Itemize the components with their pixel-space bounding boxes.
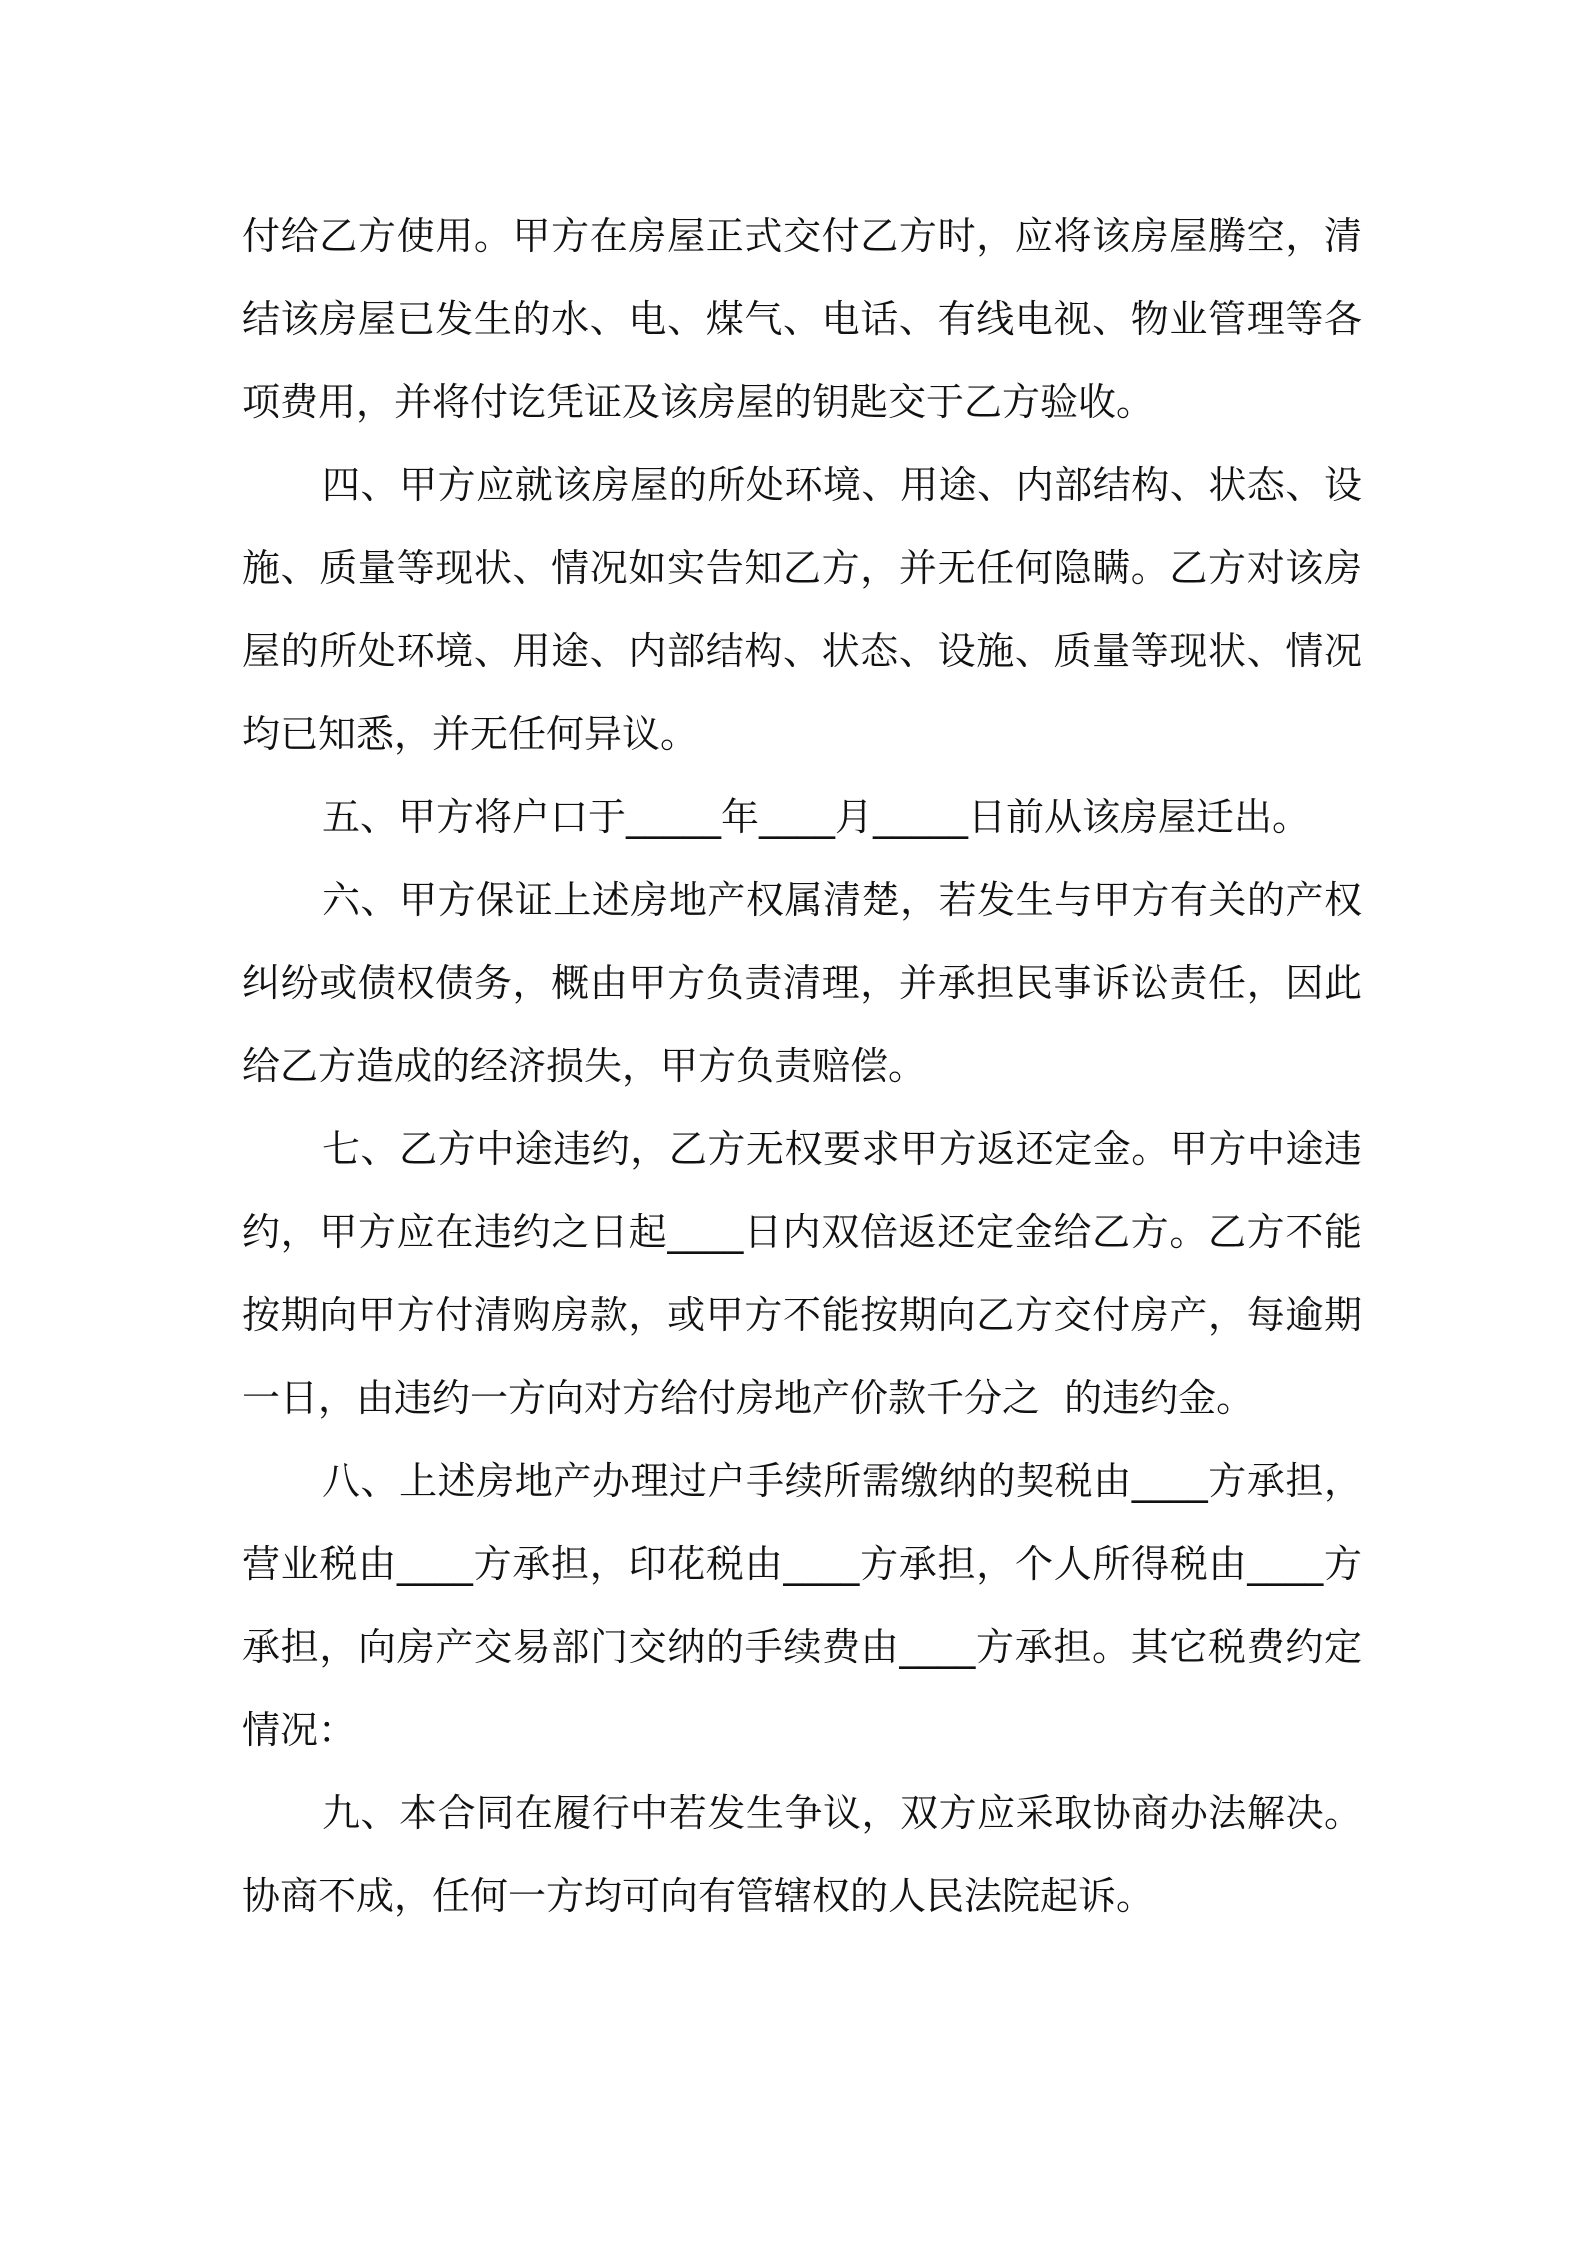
clause-4-paragraph: 四、甲方应就该房屋的所处环境、用途、内部结构、状态、设施、质量等现状、情况如实告知乙方，并无任何隐瞒。乙方对该房屋的所处环境、用途、内部结构、状态、设施、质量等现状、情况均已知悉，并无任何异议。	[242, 463, 1362, 756]
clause-5-paragraph: 五、甲方将户口于_____年____月_____日前从该房屋迁出。	[322, 795, 1311, 839]
clause-6-paragraph: 六、甲方保证上述房地产权属清楚，若发生与甲方有关的产权纠纷或债权债务，概由甲方负责清理，并承担民事诉讼责任，因此给乙方造成的经济损失，甲方负责赔偿。	[242, 878, 1362, 1088]
contract-body	[242, 195, 1362, 1938]
clause-9-paragraph: 九、本合同在履行中若发生争议，双方应采取协商办法解决。协商不成，任何一方均可向有管辖权的人民法院起诉。	[242, 1791, 1362, 1918]
paragraph-continued: 付给乙方使用。甲方在房屋正式交付乙方时，应将该房屋腾空，清结该房屋已发生的水、电、煤气、电话、有线电视、物业管理等各项费用，并将付讫凭证及该房屋的钥匙交于乙方验收。	[242, 214, 1362, 424]
clause-7-paragraph: 七、乙方中途违约，乙方无权要求甲方返还定金。甲方中途违约，甲方应在违约之日起____日内双倍返还定金给乙方。乙方不能按期向甲方付清购房款，或甲方不能按期向乙方交付房产，每逾期一日，由违约一方向对方给付房地产价款千分之 的违约金。	[242, 1127, 1362, 1420]
clause-8-paragraph: 八、上述房地产办理过户手续所需缴纳的契税由____方承担，营业税由____方承担，印花税由____方承担，个人所得税由____方承担，向房产交易部门交纳的手续费由____方承担。其它税费约定情况：	[242, 1459, 1362, 1752]
